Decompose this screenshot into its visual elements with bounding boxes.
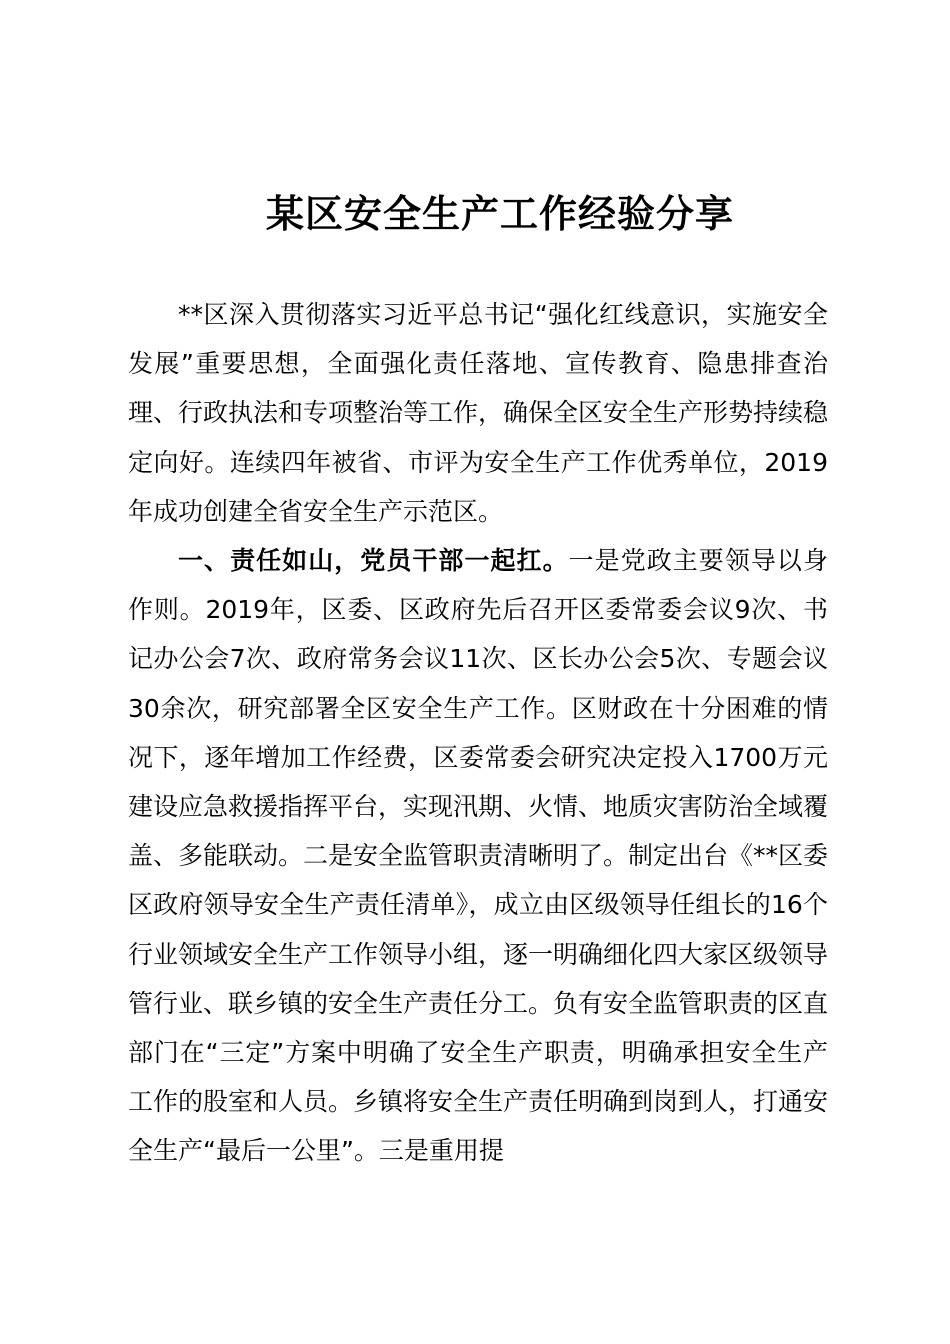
section-one-text: 一是党政主要领导以身作则。2019年，区委、区政府先后召开区委常委会议9次、书记办公会7次、政府常务会议11次、区长办公会5次、专题会议30余次，研究部署全区安全生产工作。区财政在十分困难的情况下，逐年增加工作经费，区委常委会研究决定投入1700万元建设应急救援指挥平台，实现汛期、火情、地质灾害防治全域覆盖、多能联动。二是安全监管职责清晰明了。制定出台《**区委区政府领导安全生产责任清单》，成立由区级领导任组长的16个行业领域安全生产工作领导小组，逐一明确细化四大家区级领导管行业、联乡镇的安全生产责任分工。负有安全监管职责的区直部门在“三定”方案中明确了安全生产职责，明确承担安全生产工作的股室和人员。乡镇将安全生产责任明确到岗到人，打通安全生产“最后一公里”。三是重用提 — [128, 546, 829, 1166]
section-one-paragraph — [128, 536, 828, 1176]
document-title: 某区安全生产工作经验分享 — [265, 191, 734, 236]
section-one-heading: 一、责任如山，党员干部一起扛。 — [178, 546, 569, 575]
intro-paragraph — [128, 290, 828, 536]
intro-paragraph-text: **区深入贯彻落实习近平总书记“强化红线意识，实施安全发展”重要思想，全面强化责任落地、宣传教育、隐患排查治理、行政执法和专项整治等工作，确保全区安全生产形势持续稳定向好。连续四年被省、市评为安全生产工作优秀单位，2019年成功创建全省安全生产示范区。 — [128, 300, 829, 526]
